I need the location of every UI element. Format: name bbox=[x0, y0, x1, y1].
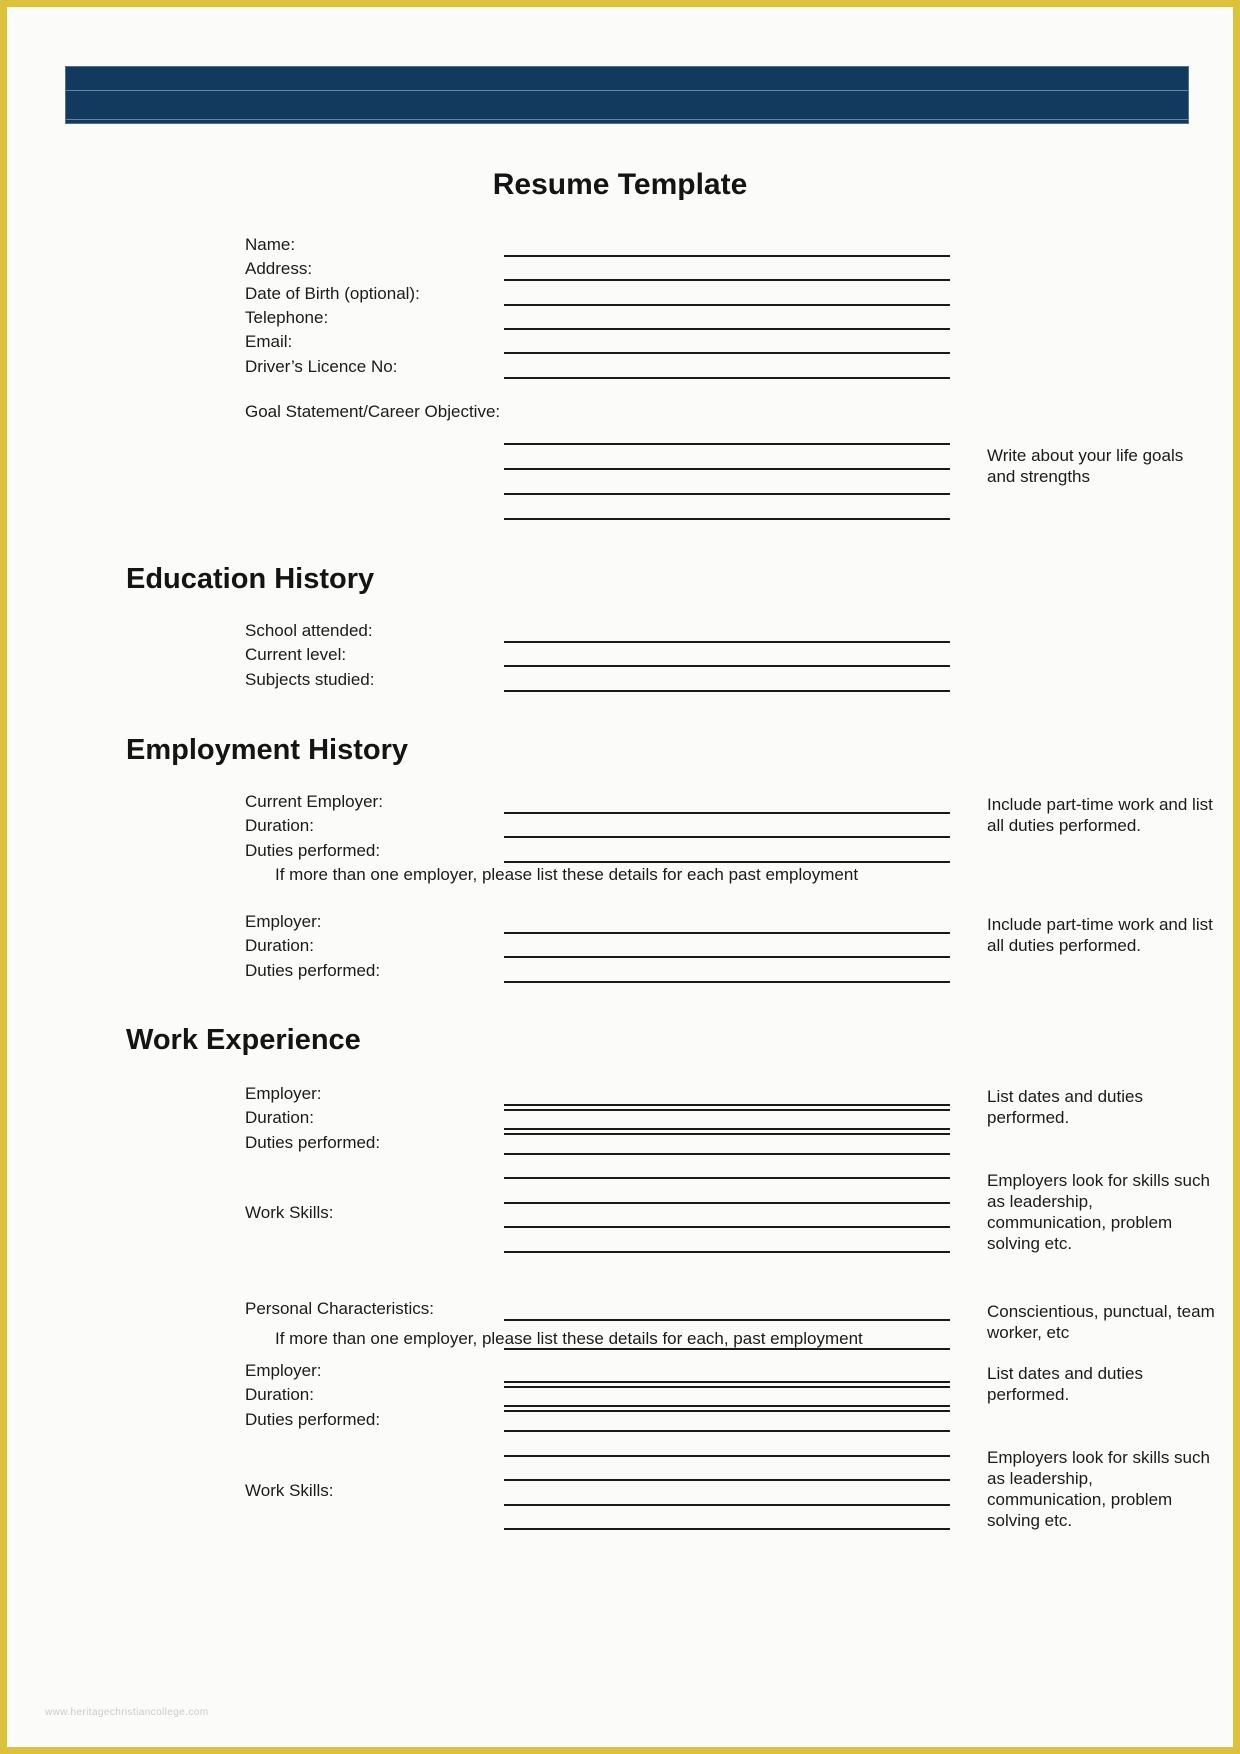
blank-line bbox=[504, 1504, 950, 1506]
blank-line bbox=[504, 861, 950, 863]
blank-line bbox=[504, 1251, 950, 1253]
blank-line bbox=[504, 1528, 950, 1530]
blank-line bbox=[504, 1381, 950, 1383]
blank-line bbox=[504, 981, 950, 983]
blank-line bbox=[504, 1177, 950, 1179]
employment-history-heading: Employment History bbox=[126, 734, 408, 766]
field-label-duration: Duration: bbox=[245, 1385, 314, 1404]
blank-line bbox=[504, 518, 950, 520]
field-label-duties: Duties performed: bbox=[245, 1410, 381, 1429]
page-title: Resume Template bbox=[492, 168, 748, 201]
blank-line bbox=[504, 812, 950, 814]
blank-line bbox=[504, 1386, 950, 1388]
blank-line bbox=[504, 352, 950, 354]
blank-line bbox=[504, 1153, 950, 1155]
field-label-school: School attended: bbox=[245, 621, 373, 640]
blank-line bbox=[504, 468, 950, 470]
field-label-address: Address: bbox=[245, 259, 313, 278]
employment-side-note: Include part-time work and list all duties performed. bbox=[987, 915, 1213, 955]
blank-line bbox=[504, 1109, 950, 1111]
field-label-duration: Duration: bbox=[245, 936, 314, 955]
blank-line bbox=[504, 377, 950, 379]
field-label-dob: Date of Birth (optional): bbox=[245, 284, 420, 303]
blank-line bbox=[504, 1133, 950, 1135]
blank-line bbox=[504, 956, 950, 958]
employment-side-note: Include part-time work and list all duties performed. bbox=[987, 795, 1213, 835]
banner-bottom-line bbox=[66, 119, 1188, 120]
blank-line bbox=[504, 279, 950, 281]
blank-line bbox=[504, 1202, 950, 1204]
dates-duties-side-note: List dates and duties performed. bbox=[987, 1364, 1143, 1404]
header-banner bbox=[65, 66, 1189, 124]
blank-line bbox=[504, 1430, 950, 1432]
field-label-current-employer: Current Employer: bbox=[245, 792, 383, 811]
work-skills-label: Work Skills: bbox=[245, 1203, 334, 1222]
blank-line bbox=[504, 255, 950, 257]
blank-line bbox=[504, 932, 950, 934]
blank-line bbox=[504, 1319, 950, 1321]
blank-line bbox=[504, 641, 950, 643]
repeat-employer-note-underlined: If more than one employer, please list these details for each, past employment bbox=[275, 1329, 863, 1348]
blank-line bbox=[504, 328, 950, 330]
field-label-duties: Duties performed: bbox=[245, 841, 381, 860]
skills-side-note: Employers look for skills such as leadership, communication, problem solving etc. bbox=[987, 1448, 1210, 1530]
blank-line bbox=[504, 1455, 950, 1457]
field-label-duration: Duration: bbox=[245, 1108, 314, 1127]
field-label-subjects: Subjects studied: bbox=[245, 670, 375, 689]
skills-side-note: Employers look for skills such as leadership, communication, problem solving etc. bbox=[987, 1171, 1210, 1253]
field-label-employer: Employer: bbox=[245, 912, 322, 931]
work-experience-heading: Work Experience bbox=[126, 1024, 361, 1056]
field-label-duties: Duties performed: bbox=[245, 961, 381, 980]
characteristics-side-note: Conscientious, punctual, team worker, etc bbox=[987, 1302, 1215, 1342]
blank-line bbox=[504, 443, 950, 445]
blank-line bbox=[504, 1479, 950, 1481]
banner-divider-line bbox=[66, 90, 1188, 91]
work-skills-label: Work Skills: bbox=[245, 1481, 334, 1500]
blank-line bbox=[504, 1348, 950, 1350]
field-label-current-level: Current level: bbox=[245, 645, 347, 664]
blank-line bbox=[504, 690, 950, 692]
blank-line bbox=[504, 836, 950, 838]
field-label-name: Name: bbox=[245, 235, 296, 254]
field-label-duration: Duration: bbox=[245, 816, 314, 835]
blank-line bbox=[504, 304, 950, 306]
field-label-employer: Employer: bbox=[245, 1084, 322, 1103]
blank-line bbox=[504, 1226, 950, 1228]
repeat-employer-note: If more than one employer, please list these details for each past employment bbox=[275, 865, 859, 884]
blank-line bbox=[504, 1410, 950, 1412]
blank-line bbox=[504, 665, 950, 667]
blank-line bbox=[504, 1104, 950, 1106]
personal-characteristics-label: Personal Characteristics: bbox=[245, 1299, 434, 1318]
goal-statement-label: Goal Statement/Career Objective: bbox=[245, 402, 501, 421]
dates-duties-side-note: List dates and duties performed. bbox=[987, 1087, 1143, 1127]
field-label-duties: Duties performed: bbox=[245, 1133, 381, 1152]
field-label-employer: Employer: bbox=[245, 1361, 322, 1380]
field-label-telephone: Telephone: bbox=[245, 308, 329, 327]
field-label-licence: Driver’s Licence No: bbox=[245, 357, 398, 376]
blank-line bbox=[504, 1128, 950, 1130]
blank-line bbox=[504, 1405, 950, 1407]
goal-side-note: Write about your life goals and strengths bbox=[987, 446, 1184, 486]
education-history-heading: Education History bbox=[126, 563, 375, 595]
blank-line bbox=[504, 493, 950, 495]
watermark-url: www.heritagechristiancollege.com bbox=[45, 1707, 209, 1718]
field-label-email: Email: bbox=[245, 332, 293, 351]
